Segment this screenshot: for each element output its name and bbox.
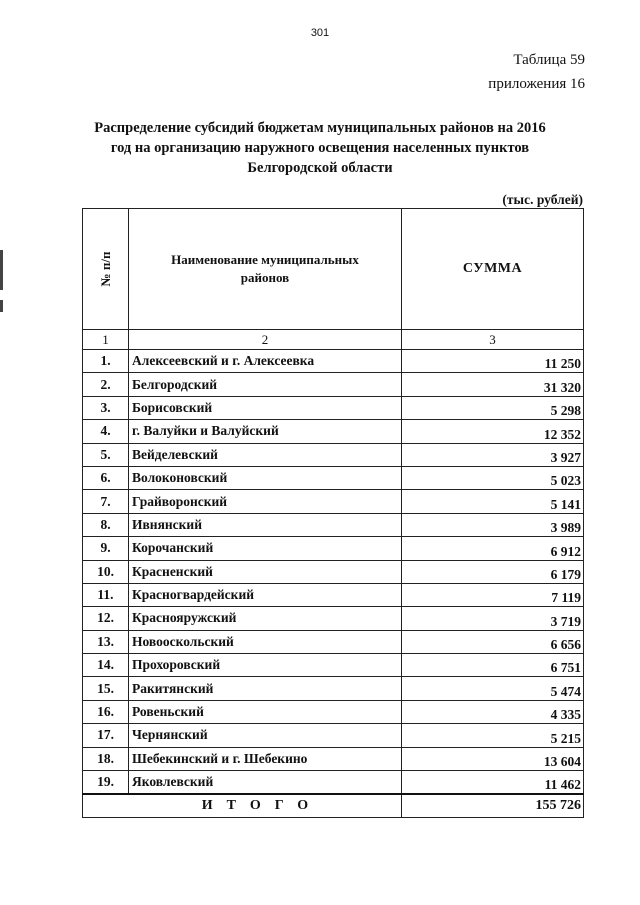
row-sum-value: 5 215	[402, 724, 584, 747]
row-sum-value: 5 474	[402, 677, 584, 700]
row-sum-value: 5 141	[402, 490, 584, 513]
row-district-name: Шебекинский и г. Шебекино	[129, 747, 402, 770]
row-number: 12.	[83, 607, 129, 630]
row-number: 6.	[83, 466, 129, 489]
row-sum-value: 3 719	[402, 607, 584, 630]
title-line1: Распределение субсидий бюджетам муниципальных районов на 2016	[94, 120, 546, 136]
row-number: 9.	[83, 537, 129, 560]
column-number: 2	[129, 330, 402, 350]
row-district-name: Волоконовский	[129, 466, 402, 489]
row-district-name: Прохоровский	[129, 654, 402, 677]
total-label: ИТОГО	[83, 794, 402, 818]
row-district-name: Новооскольский	[129, 630, 402, 653]
table-row	[83, 607, 584, 630]
row-district-name: Грайворонский	[129, 490, 402, 513]
row-sum-value: 4 335	[402, 700, 584, 723]
row-sum-value: 31 320	[402, 373, 584, 396]
row-number: 11.	[83, 583, 129, 606]
row-number: 5.	[83, 443, 129, 466]
header-name: Наименование муниципальных районов	[129, 209, 402, 330]
row-number: 16.	[83, 700, 129, 723]
row-district-name: Краснояружский	[129, 607, 402, 630]
total-row	[83, 794, 584, 818]
table-row	[83, 724, 584, 747]
table-row	[83, 700, 584, 723]
header-num: № п/п	[83, 209, 129, 330]
row-number: 10.	[83, 560, 129, 583]
row-sum-value: 3 989	[402, 513, 584, 536]
margin-mark	[0, 250, 3, 290]
table-row	[83, 373, 584, 396]
row-district-name: Красненский	[129, 560, 402, 583]
page-number: 301	[310, 27, 330, 39]
row-sum-value: 11 250	[402, 350, 584, 373]
column-number-row	[83, 330, 584, 350]
row-district-name: Ровеньский	[129, 700, 402, 723]
row-sum-value: 13 604	[402, 747, 584, 770]
table-row	[83, 443, 584, 466]
row-sum-value: 11 462	[402, 771, 584, 795]
row-district-name: Чернянский	[129, 724, 402, 747]
row-district-name: Вейделевский	[129, 443, 402, 466]
title-line3: Белгородской области	[247, 160, 393, 176]
row-number: 14.	[83, 654, 129, 677]
row-district-name: Алексеевский и г. Алексеевка	[129, 350, 402, 373]
table-row	[83, 583, 584, 606]
table-row	[83, 513, 584, 536]
row-number: 17.	[83, 724, 129, 747]
row-district-name: Ракитянский	[129, 677, 402, 700]
column-number: 3	[402, 330, 584, 350]
units-label: (тыс. рублей)	[502, 192, 583, 207]
total-value: 155 726	[402, 794, 584, 818]
table-row	[83, 654, 584, 677]
table-reference-line2: приложения 16	[488, 76, 585, 92]
row-number: 4.	[83, 420, 129, 443]
table-row	[83, 771, 584, 795]
table-header-row	[83, 209, 584, 330]
row-number: 8.	[83, 513, 129, 536]
row-number: 13.	[83, 630, 129, 653]
table-row	[83, 560, 584, 583]
row-district-name: Яковлевский	[129, 771, 402, 795]
row-district-name: Белгородский	[129, 373, 402, 396]
table-row	[83, 350, 584, 373]
table-reference	[488, 48, 585, 96]
header-sum: СУММА	[402, 209, 584, 330]
row-district-name: Красногвардейский	[129, 583, 402, 606]
row-number: 3.	[83, 396, 129, 419]
row-sum-value: 5 298	[402, 396, 584, 419]
row-number: 1.	[83, 350, 129, 373]
table-row	[83, 537, 584, 560]
table-row	[83, 747, 584, 770]
table-row	[83, 490, 584, 513]
row-district-name: Корочанский	[129, 537, 402, 560]
row-sum-value: 5 023	[402, 466, 584, 489]
table-row	[83, 396, 584, 419]
row-sum-value: 7 119	[402, 583, 584, 606]
row-number: 18.	[83, 747, 129, 770]
row-number: 15.	[83, 677, 129, 700]
margin-mark	[0, 300, 3, 312]
row-number: 19.	[83, 771, 129, 795]
column-number: 1	[83, 330, 129, 350]
table-body	[83, 350, 584, 795]
document-title	[60, 118, 580, 178]
row-sum-value: 6 179	[402, 560, 584, 583]
table-reference-line1: Таблица 59	[513, 52, 585, 68]
title-line2: год на организацию наружного освещения населенных пунктов	[110, 140, 530, 156]
row-district-name: г. Валуйки и Валуйский	[129, 420, 402, 443]
row-number: 7.	[83, 490, 129, 513]
row-number: 2.	[83, 373, 129, 396]
row-sum-value: 6 751	[402, 654, 584, 677]
table-row	[83, 420, 584, 443]
row-sum-value: 6 912	[402, 537, 584, 560]
row-district-name: Ивнянский	[129, 513, 402, 536]
row-sum-value: 12 352	[402, 420, 584, 443]
table-row	[83, 466, 584, 489]
row-sum-value: 3 927	[402, 443, 584, 466]
row-district-name: Борисовский	[129, 396, 402, 419]
row-sum-value: 6 656	[402, 630, 584, 653]
subsidy-table	[82, 208, 584, 818]
table-row	[83, 677, 584, 700]
table-row	[83, 630, 584, 653]
